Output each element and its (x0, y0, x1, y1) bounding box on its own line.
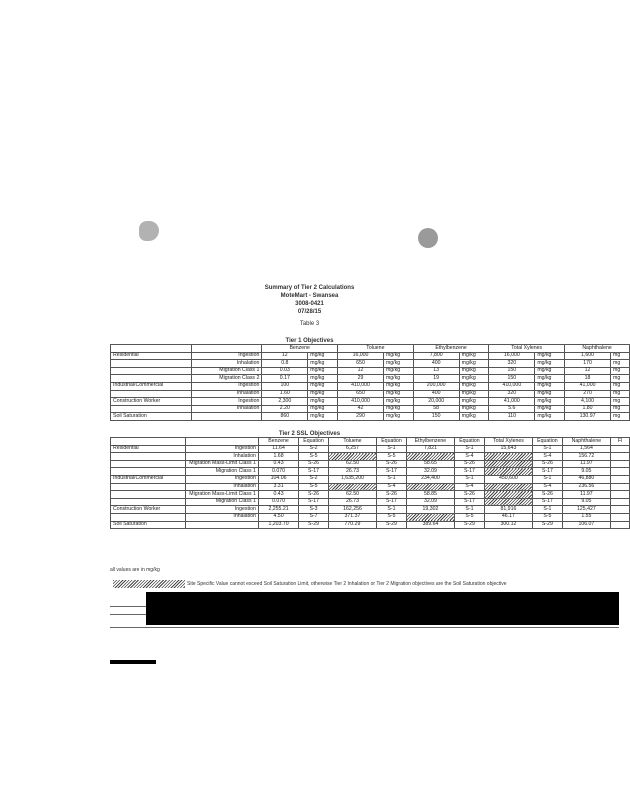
tier2-equation: S-29 (455, 521, 485, 529)
tier1-value: 110 (489, 413, 535, 421)
tier1-unit: mg/kg (459, 398, 489, 406)
tier2-category (111, 513, 186, 521)
tier2-value: 1,203.70 (258, 521, 298, 529)
tier1-unit: mg/kg (383, 352, 413, 360)
table-row (111, 413, 630, 421)
tier2-hatched-value (484, 491, 532, 499)
tier2-value: 156.72 (562, 453, 610, 461)
table-row (111, 506, 630, 514)
tier1-value: 2,300 (262, 398, 308, 406)
tier1-value: 130.97 (565, 413, 611, 421)
tier1-unit: mg (611, 413, 630, 421)
redaction-block (146, 592, 619, 625)
tier2-equation: S-5 (299, 453, 329, 461)
tier1-unit: mg/kg (535, 367, 565, 375)
tier2-equation: S-26 (299, 491, 329, 499)
table-row (111, 352, 630, 360)
tier1-header-blank (192, 345, 262, 353)
tier2-equation: S-17 (455, 468, 485, 476)
table-row (111, 475, 630, 483)
tier2-equation: S-5 (455, 513, 485, 521)
tier2-value: 19,302 (406, 506, 454, 514)
hatch-legend-swatch (113, 580, 185, 588)
tier1-value: 16,000 (338, 352, 384, 360)
scan-blot-right (418, 228, 438, 248)
tier1-unit: mg/kg (308, 352, 338, 360)
tier1-value: 650 (338, 360, 384, 368)
tier1-unit: mg/kg (535, 398, 565, 406)
tier2-value: 15,643 (484, 445, 532, 453)
tier2-header-ethylbenzene: Ethylbenzene (406, 438, 454, 446)
tier2-hatched-value (328, 483, 376, 491)
tier2-equation (611, 475, 630, 483)
units-note: all values are in mg/kg (110, 567, 160, 573)
tier1-unit: mg/kg (535, 352, 565, 360)
tier2-equation: S-1 (455, 445, 485, 453)
tier2-equation: S-4 (455, 483, 485, 491)
tier2-equation: S-3 (299, 506, 329, 514)
tier2-header-fl: Fl (611, 438, 630, 446)
tier2-equation: S-26 (455, 460, 485, 468)
table-row (111, 382, 630, 390)
tier1-route: Migration Class 1 (192, 367, 262, 375)
tier1-value: 16,000 (489, 352, 535, 360)
table-row (111, 398, 630, 406)
tier1-header-benzene: Benzene (262, 345, 338, 353)
tier1-value: 29 (338, 375, 384, 383)
tier2-value: 11.97 (562, 491, 610, 499)
tier2-value: 58.65 (406, 460, 454, 468)
tier2-equation: S-29 (299, 521, 329, 529)
table-row (111, 460, 630, 468)
hatch-legend-text: Site Specific Value cannot exceed Soil Saturation Limit, otherwise Tier 2 Inhalation or Tier 2 Migration objectives are the Soil Saturation objective (187, 581, 507, 587)
tier2-equation: S-17 (377, 468, 407, 476)
tier1-value: 5.6 (489, 405, 535, 413)
tier2-equation (611, 521, 630, 529)
tier1-value: 1.60 (262, 390, 308, 398)
table-label: Table 3 (299, 321, 320, 327)
tier2-value: 1.68 (258, 453, 298, 461)
scan-blot-left (139, 221, 159, 241)
tier2-value: 62.50 (328, 491, 376, 499)
tier2-equation: S-26 (377, 460, 407, 468)
tier1-category: Construction Worker (111, 398, 192, 406)
tier1-unit: mg/kg (383, 398, 413, 406)
tier1-unit: mg/kg (383, 390, 413, 398)
tier2-value: 0.43 (258, 460, 298, 468)
redacted-table-rule (110, 614, 146, 615)
tier1-route: Ingestion (192, 352, 262, 360)
tier1-unit: mg (611, 367, 630, 375)
tier2-route: Ingestion (186, 445, 259, 453)
tier2-value: 1,564 (562, 445, 610, 453)
tier2-equation: S-17 (533, 468, 563, 476)
tier2-category: Soil Saturation (111, 521, 186, 529)
tier1-unit: mg/kg (459, 390, 489, 398)
tier1-value: 0.03 (262, 367, 308, 375)
tier2-equation: S-5 (377, 513, 407, 521)
tier2-equation: S-4 (533, 453, 563, 461)
tier2-route: Inhalation (186, 483, 259, 491)
tier2-hatched-value (484, 460, 532, 468)
tier1-category (111, 367, 192, 375)
tier1-value: 1,600 (565, 352, 611, 360)
tier2-category (111, 483, 186, 491)
table-row (111, 405, 630, 413)
tier2-value: 300.12 (484, 521, 532, 529)
tier2-value: 7,821 (406, 445, 454, 453)
tier2-equation: S-1 (377, 475, 407, 483)
report-title: Summary of Tier 2 Calculations (264, 285, 355, 291)
tier1-value: 0.8 (262, 360, 308, 368)
tier1-value: 320 (489, 390, 535, 398)
tier2-header-naphthalene: Naphthalene (562, 438, 610, 446)
tier1-title: Tier 1 Objectives (285, 338, 334, 344)
tier2-equation: S-17 (455, 498, 485, 506)
tier2-table (110, 437, 630, 529)
tier2-value: 104.06 (258, 475, 298, 483)
tier2-equation: S-4 (377, 483, 407, 491)
tier2-value: 0.43 (258, 491, 298, 499)
tier2-hatched-value (484, 498, 532, 506)
tier1-header-toluene: Toluene (338, 345, 414, 353)
tier1-category: Soil Saturation (111, 413, 192, 421)
tier2-value: 1.55 (562, 513, 610, 521)
tier2-category: Construction Worker (111, 506, 186, 514)
table-row (111, 483, 630, 491)
tier1-unit: mg/kg (535, 390, 565, 398)
tier2-equation: S-29 (533, 521, 563, 529)
tier1-route (192, 413, 262, 421)
tier1-table (110, 344, 630, 421)
tier1-unit: mg/kg (383, 375, 413, 383)
tier1-value: 7,800 (413, 352, 459, 360)
tier2-category (111, 468, 186, 476)
table-row (111, 468, 630, 476)
report-site: MoteMart - Swansea (280, 293, 339, 299)
tier1-unit: mg (611, 375, 630, 383)
tier2-header-benzene: Benzene (258, 438, 298, 446)
tier1-route: Inhalation (192, 405, 262, 413)
table-row (111, 367, 630, 375)
tier1-value: 410,000 (489, 382, 535, 390)
tier2-value: 26.73 (328, 498, 376, 506)
tier2-equation (611, 513, 630, 521)
tier1-unit: mg/kg (535, 405, 565, 413)
tier2-equation: S-1 (377, 445, 407, 453)
tier2-header-equation: Equation (377, 438, 407, 446)
tier1-unit: mg/kg (308, 398, 338, 406)
tier2-value: 6,257 (328, 445, 376, 453)
tier1-unit: mg/kg (535, 413, 565, 421)
tier1-header-blank (111, 345, 192, 353)
tier2-title: Tier 2 SSL Objectives (278, 431, 341, 437)
tier2-value: 46,880 (562, 475, 610, 483)
tier2-equation: S-1 (533, 475, 563, 483)
tier2-equation: S-26 (455, 491, 485, 499)
tier1-value: 150 (413, 413, 459, 421)
tier1-category (111, 375, 192, 383)
tier1-value: 410,000 (338, 382, 384, 390)
tier2-value: 3.31 (258, 483, 298, 491)
tier2-hatched-value (328, 453, 376, 461)
tier2-route: Inhalation (186, 513, 259, 521)
tier1-value: 650 (338, 390, 384, 398)
tier2-equation: S-1 (455, 475, 485, 483)
tier1-value: 400 (413, 390, 459, 398)
tier1-value: 1.80 (565, 405, 611, 413)
tier2-equation (611, 506, 630, 514)
tier1-unit: mg/kg (535, 360, 565, 368)
report-date: 07/28/15 (297, 309, 322, 315)
tier1-header-ethylbenzene: Ethylbenzene (413, 345, 489, 353)
tier2-category (111, 453, 186, 461)
tier1-unit: mg/kg (459, 382, 489, 390)
tier1-category (111, 390, 192, 398)
tier2-header-equation: Equation (299, 438, 329, 446)
tier1-value: 42 (338, 405, 384, 413)
tier2-equation (611, 483, 630, 491)
tier1-unit: mg/kg (459, 413, 489, 421)
tier1-unit: mg/kg (535, 382, 565, 390)
tier2-equation: S-2 (299, 475, 329, 483)
tier1-unit: mg (611, 382, 630, 390)
tier2-value: 0.070 (258, 498, 298, 506)
tier1-unit: mg/kg (308, 405, 338, 413)
tier1-unit: mg (611, 405, 630, 413)
tier2-value: 770.29 (328, 521, 376, 529)
tier2-value: 32.09 (406, 468, 454, 476)
tier1-unit: mg/kg (308, 367, 338, 375)
tier2-equation: S-17 (377, 498, 407, 506)
tier2-equation: S-17 (533, 498, 563, 506)
table-row (111, 521, 630, 529)
tier1-unit: mg/kg (459, 360, 489, 368)
tier2-value: 4.50 (258, 513, 298, 521)
tier1-value: 20,000 (413, 398, 459, 406)
tier1-value: 150 (489, 375, 535, 383)
tier1-unit: mg/kg (383, 360, 413, 368)
tier2-equation: S-17 (299, 498, 329, 506)
tier2-category (111, 491, 186, 499)
tier1-unit: mg/kg (383, 382, 413, 390)
tier2-equation: S-7 (299, 513, 329, 521)
tier1-unit: mg (611, 390, 630, 398)
tier1-unit: mg/kg (383, 405, 413, 413)
tier1-value: 2.20 (262, 405, 308, 413)
tier2-category: Industrial/Commercial (111, 475, 186, 483)
tier1-value: 13 (413, 367, 459, 375)
tier2-value: 234,400 (406, 475, 454, 483)
tier2-equation: S-1 (533, 445, 563, 453)
tier2-route (186, 521, 259, 529)
tier1-unit: mg/kg (308, 360, 338, 368)
tier2-equation (611, 460, 630, 468)
tier2-value: 389.64 (406, 521, 454, 529)
tier2-equation: S-26 (377, 491, 407, 499)
tier1-route: Migration Class 2 (192, 375, 262, 383)
tier2-value: 106.07 (562, 521, 610, 529)
tier1-value: 410,000 (338, 398, 384, 406)
tier2-value: 9.05 (562, 498, 610, 506)
tier1-value: 320 (489, 360, 535, 368)
tier1-unit: mg (611, 360, 630, 368)
report-number: 3008-0421 (295, 301, 324, 307)
tier1-value: 200,000 (413, 382, 459, 390)
tier1-value: 19 (413, 375, 459, 383)
tier2-equation: S-26 (533, 460, 563, 468)
tier2-route: Migration Mass-Limit Class 1 (186, 491, 259, 499)
tier2-value: 0.070 (258, 468, 298, 476)
tier2-route: Ingestion (186, 506, 259, 514)
tier2-hatched-value (484, 453, 532, 461)
tier2-header-equation: Equation (533, 438, 563, 446)
tier1-unit: mg/kg (383, 413, 413, 421)
table-row (111, 453, 630, 461)
tier2-value: 32.09 (406, 498, 454, 506)
tier1-value: 400 (413, 360, 459, 368)
tier1-unit: mg/kg (535, 375, 565, 383)
tier1-route: Inhalation (192, 390, 262, 398)
tier2-route: Inhalation (186, 453, 259, 461)
tier1-route: Ingestion (192, 382, 262, 390)
tier1-unit: mg (611, 398, 630, 406)
tier2-equation: S-2 (299, 445, 329, 453)
tier2-category: Residential (111, 445, 186, 453)
tier1-value: 270 (565, 390, 611, 398)
tier1-value: 41,000 (565, 382, 611, 390)
tier2-equation: S-5 (299, 483, 329, 491)
tier2-category (111, 460, 186, 468)
tier2-equation: S-17 (299, 468, 329, 476)
tier1-value: 0.17 (262, 375, 308, 383)
tier2-hatched-value (484, 483, 532, 491)
tier1-value: 18 (565, 375, 611, 383)
tier1-value: 41,000 (489, 398, 535, 406)
tier1-unit: mg/kg (459, 405, 489, 413)
tier2-hatched-value (406, 453, 454, 461)
tier2-header-blank (186, 438, 259, 446)
tier1-unit: mg (611, 352, 630, 360)
tier2-equation: S-1 (455, 506, 485, 514)
tier2-equation: S-4 (533, 483, 563, 491)
tier1-route: Ingestion (192, 398, 262, 406)
tier1-header-total-xylenes: Total Xylenes (489, 345, 565, 353)
table-row (111, 498, 630, 506)
tier2-equation (611, 491, 630, 499)
tier2-header-equation: Equation (455, 438, 485, 446)
tier1-value: 58 (413, 405, 459, 413)
table-row (111, 390, 630, 398)
tier2-header-total-xylenes: Total Xylenes (484, 438, 532, 446)
tier2-header-blank (111, 438, 186, 446)
tier2-hatched-value (484, 468, 532, 476)
tier1-header-naphthalene: Naphthalene (565, 345, 630, 353)
tier2-value: 11.64 (258, 445, 298, 453)
tier2-value: 46.17 (484, 513, 532, 521)
tier1-route: Inhalation (192, 360, 262, 368)
tier2-value: 162,256 (328, 506, 376, 514)
tier2-equation: S-5 (533, 513, 563, 521)
tier2-hatched-value (406, 513, 454, 521)
tier1-value: 12 (262, 352, 308, 360)
tier1-value: 100 (262, 382, 308, 390)
tier1-value: 860 (262, 413, 308, 421)
tier2-value: 236.56 (562, 483, 610, 491)
tier2-value: 58.85 (406, 491, 454, 499)
tier2-route: Migration Class 1 (186, 468, 259, 476)
tier1-value: 150 (489, 367, 535, 375)
tier1-value: 12 (338, 367, 384, 375)
tier2-equation (611, 453, 630, 461)
tier1-unit: mg/kg (459, 367, 489, 375)
tier1-value: 290 (338, 413, 384, 421)
tier2-value: 9.05 (562, 468, 610, 476)
tier1-value: 170 (565, 360, 611, 368)
tier1-unit: mg/kg (459, 375, 489, 383)
table-row (111, 513, 630, 521)
tier2-value: 450,600 (484, 475, 532, 483)
tier2-equation: S-1 (533, 506, 563, 514)
tier2-equation (611, 498, 630, 506)
table-row (111, 375, 630, 383)
tier2-value: 26.73 (328, 468, 376, 476)
tier2-equation: S-26 (299, 460, 329, 468)
tier2-value: 11.97 (562, 460, 610, 468)
tier1-unit: mg/kg (459, 352, 489, 360)
tier2-equation: S-26 (533, 491, 563, 499)
tier2-route: Migration Mass-Limit Class 1 (186, 460, 259, 468)
tier2-value: 2,255.21 (258, 506, 298, 514)
tier2-equation (611, 468, 630, 476)
table-row (111, 360, 630, 368)
tier2-value: 1,635,200 (328, 475, 376, 483)
tier1-category (111, 360, 192, 368)
tier2-equation: S-1 (377, 506, 407, 514)
table-row (111, 445, 630, 453)
tier2-equation: S-29 (377, 521, 407, 529)
tier1-unit: mg/kg (308, 375, 338, 383)
tier1-category: Industrial/Commercial (111, 382, 192, 390)
tier2-route: Ingestion (186, 475, 259, 483)
tier2-equation (611, 445, 630, 453)
tier2-value: 125,427 (562, 506, 610, 514)
tier2-route: Migration Class 1 (186, 498, 259, 506)
tier1-category (111, 405, 192, 413)
tier1-category: Residential (111, 352, 192, 360)
tier2-value: 371.37 (328, 513, 376, 521)
signature-bar (110, 660, 156, 664)
tier1-unit: mg/kg (308, 382, 338, 390)
tier2-value: 81,916 (484, 506, 532, 514)
tier2-equation: S-4 (455, 453, 485, 461)
tier1-unit: mg/kg (383, 367, 413, 375)
tier2-hatched-value (406, 483, 454, 491)
tier2-header-toluene: Toluene (328, 438, 376, 446)
tier1-value: 12 (565, 367, 611, 375)
tier2-equation: S-5 (377, 453, 407, 461)
tier1-value: 4,100 (565, 398, 611, 406)
tier1-unit: mg/kg (308, 390, 338, 398)
table-row (111, 491, 630, 499)
tier2-category (111, 498, 186, 506)
tier2-value: 62.50 (328, 460, 376, 468)
tier1-unit: mg/kg (308, 413, 338, 421)
